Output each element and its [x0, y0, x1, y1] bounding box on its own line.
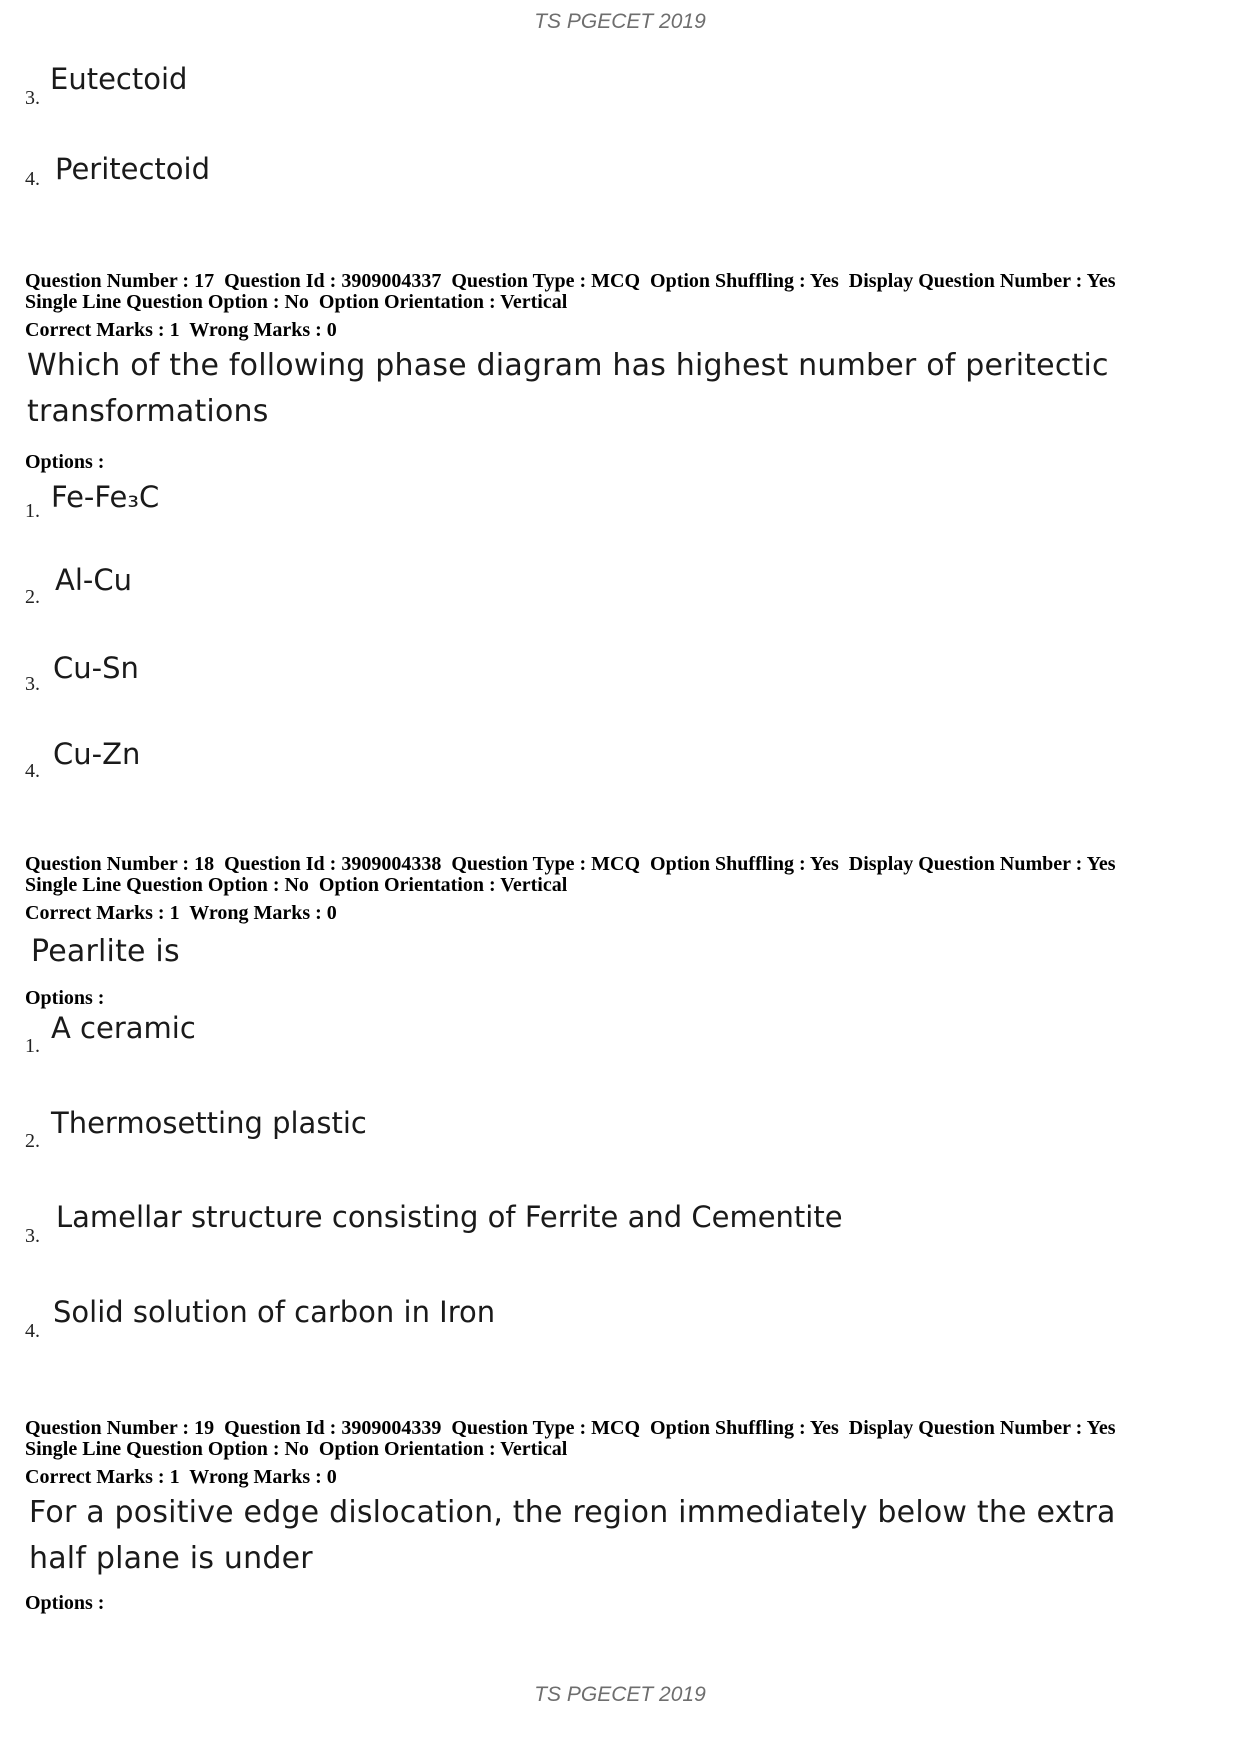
page-header: TS PGECET 2019: [534, 10, 706, 33]
option-number: 3.: [25, 87, 40, 109]
question-marks: Correct Marks : 1 Wrong Marks : 0: [25, 319, 337, 341]
option-text: Peritectoid: [55, 152, 211, 186]
option-text: Cu-Zn: [53, 737, 141, 771]
option-number: 2.: [25, 1130, 40, 1152]
question-meta-line: Single Line Question Option : No Option Orientation : Vertical: [25, 291, 568, 313]
options-label: Options :: [25, 987, 105, 1009]
question-text: For a positive edge dislocation, the region immediately below the extra half plane is under: [29, 1495, 1116, 1576]
option-text: A ceramic: [51, 1011, 196, 1045]
page-footer: TS PGECET 2019: [534, 1683, 706, 1706]
option-number: 1.: [25, 1035, 40, 1057]
option-number: 1.: [25, 500, 40, 522]
question-text: Pearlite is: [31, 934, 180, 969]
question-meta-line: Question Number : 19 Question Id : 3909004339 Question Type : MCQ Option Shuffling : Yes Display Question Number : Yes: [25, 1417, 1116, 1439]
option-number: 2.: [25, 586, 40, 608]
options-label: Options :: [25, 1592, 105, 1614]
question-meta-line: Question Number : 17 Question Id : 3909004337 Question Type : MCQ Option Shuffling : Yes Display Question Number : Yes: [25, 270, 1116, 292]
options-label: Options :: [25, 451, 105, 473]
option-number: 4.: [25, 1320, 40, 1342]
option-text: Cu-Sn: [53, 651, 139, 685]
question-meta-line: Single Line Question Option : No Option Orientation : Vertical: [25, 1438, 568, 1460]
question-marks: Correct Marks : 1 Wrong Marks : 0: [25, 902, 337, 924]
question-marks: Correct Marks : 1 Wrong Marks : 0: [25, 1466, 337, 1488]
option-text: Fe-Fe₃C: [51, 480, 160, 514]
option-text: Al-Cu: [55, 563, 132, 597]
question-meta-line: Question Number : 18 Question Id : 3909004338 Question Type : MCQ Option Shuffling : Yes Display Question Number : Yes: [25, 853, 1116, 875]
option-text: Lamellar structure consisting of Ferrite and Cementite: [56, 1200, 843, 1234]
option-text: Solid solution of carbon in Iron: [53, 1295, 496, 1329]
question-text: Which of the following phase diagram has highest number of peritectic transformations: [27, 348, 1109, 429]
option-number: 4.: [25, 168, 40, 190]
question-meta-line: Single Line Question Option : No Option Orientation : Vertical: [25, 874, 568, 896]
option-number: 3.: [25, 1225, 40, 1247]
option-number: 4.: [25, 760, 40, 782]
option-text: Thermosetting plastic: [51, 1106, 367, 1140]
option-text: Eutectoid: [50, 62, 188, 96]
option-number: 3.: [25, 673, 40, 695]
